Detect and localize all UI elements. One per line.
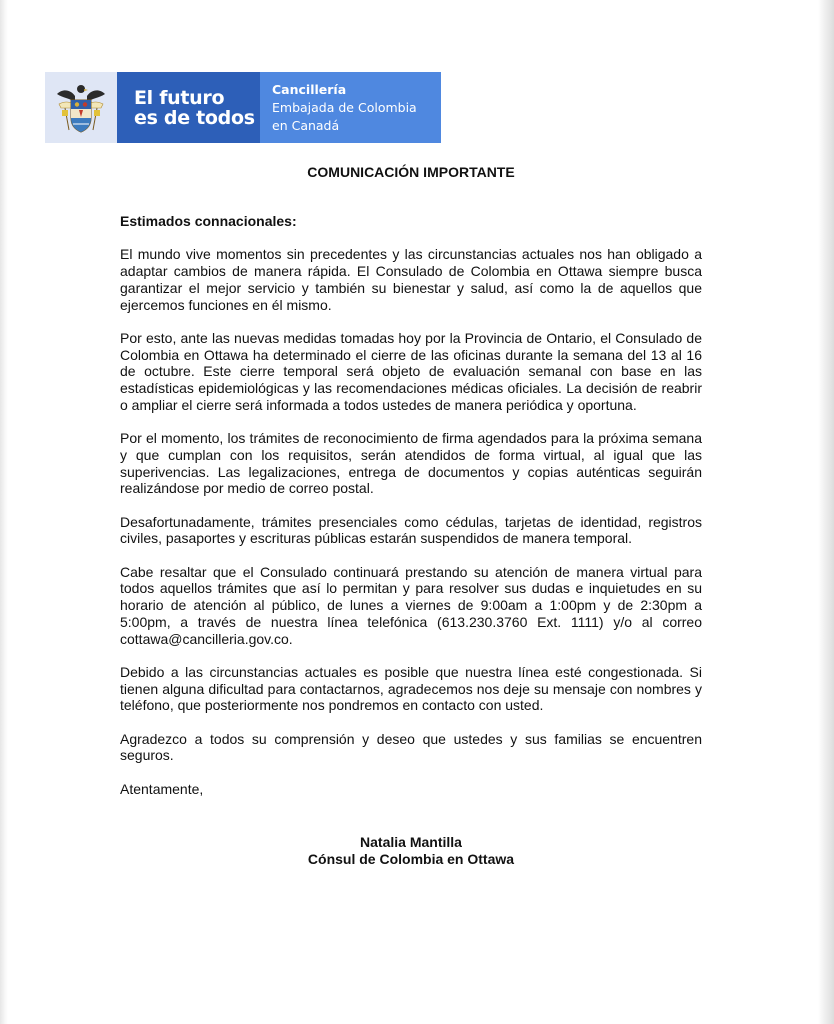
slogan-line-1: El futuro xyxy=(134,86,225,109)
letterhead-banner xyxy=(45,72,441,143)
paragraph-intro: El mundo vive momentos sin precedentes y las circunstancias actuales nos han obligado a adaptar cambios de manera rápida. El Consulado de Colombia en Ottawa siempre busca garantizar el mejor servicio y también su bienestar y salud, así como la de aquellos que ejercemos funciones en él mismo. xyxy=(120,246,702,313)
slogan-panel xyxy=(117,72,260,143)
document-heading: COMUNICACIÓN IMPORTANTE xyxy=(307,164,515,180)
entity-line-2: Embajada de Colombia xyxy=(272,99,417,115)
seal-panel xyxy=(45,72,117,143)
paragraph-thanks: Agradezco a todos su comprensión y deseo que ustedes y sus familias se encuentren seguros. xyxy=(120,730,702,764)
entity-line-3: en Canadá xyxy=(272,117,340,133)
paragraph-virtual-services: Por el momento, los trámites de reconocimiento de firma agendados para la próxima semana y que cumplan con los requisitos, serán atendidos de forma virtual, al igual que las superivencias. Las legalizaciones, entrega de documentos y copias auténticas seguirán realizándose por medio de correo postal. xyxy=(120,430,702,497)
signature-block xyxy=(0,834,822,868)
page-edge-left xyxy=(0,0,8,1024)
closing: Atentamente, xyxy=(120,780,204,797)
page-edge-right xyxy=(818,0,834,1024)
paragraph-closure-notice: Por esto, ante las nuevas medidas tomadas hoy por la Provincia de Ontario, el Consulado de Colombia en Ottawa ha determinado el cierre de las oficinas durante la semana del 13 al 16 de octubre. Este cierre temporal será objeto de evaluación semanal con base en las estadísticas epidemiológicas y las recomendaciones médicas oficiales. La decisión de reabrir o ampliar el cierre será informada a todos ustedes de manera periódica y oportuna. xyxy=(120,329,702,413)
entity-panel xyxy=(260,72,441,143)
paragraph-contact-info: Cabe resaltar que el Consulado continuará prestando su atención de manera virtual para todos aquellos trámites que así lo permitan y para resolver sus dudas e inquietudes en su horario de atención al público, de lunes a viernes de 9:00am a 1:00pm y de 2:30pm a 5:00pm, a través de nuestra línea telefónica (613.230.3760 Ext. 1111) y/o al correo cottawa@cancilleria.gov.co. xyxy=(120,563,702,647)
signer-title: Cónsul de Colombia en Ottawa xyxy=(307,851,515,867)
colombia-coat-of-arms-icon xyxy=(53,80,109,136)
salutation: Estimados connacionales: xyxy=(120,213,297,229)
signer-name: Natalia Mantilla xyxy=(360,834,462,850)
paragraph-congestion: Debido a las circunstancias actuales es posible que nuestra línea esté congestionada. Si tienen alguna dificultad para contactarnos, agradecemos nos deje su mensaje con nombres y teléfono, que posteriormente nos pondremos en contacto con usted. xyxy=(120,663,702,714)
letter-body xyxy=(120,213,702,797)
entity-title: Cancillería xyxy=(272,81,347,97)
slogan-line-2: es de todos xyxy=(134,106,255,129)
paragraph-suspended-services: Desafortunadamente, trámites presenciales como cédulas, tarjetas de identidad, registros civiles, pasaportes y escrituras públicas estarán suspendidos de manera temporal. xyxy=(120,513,702,547)
